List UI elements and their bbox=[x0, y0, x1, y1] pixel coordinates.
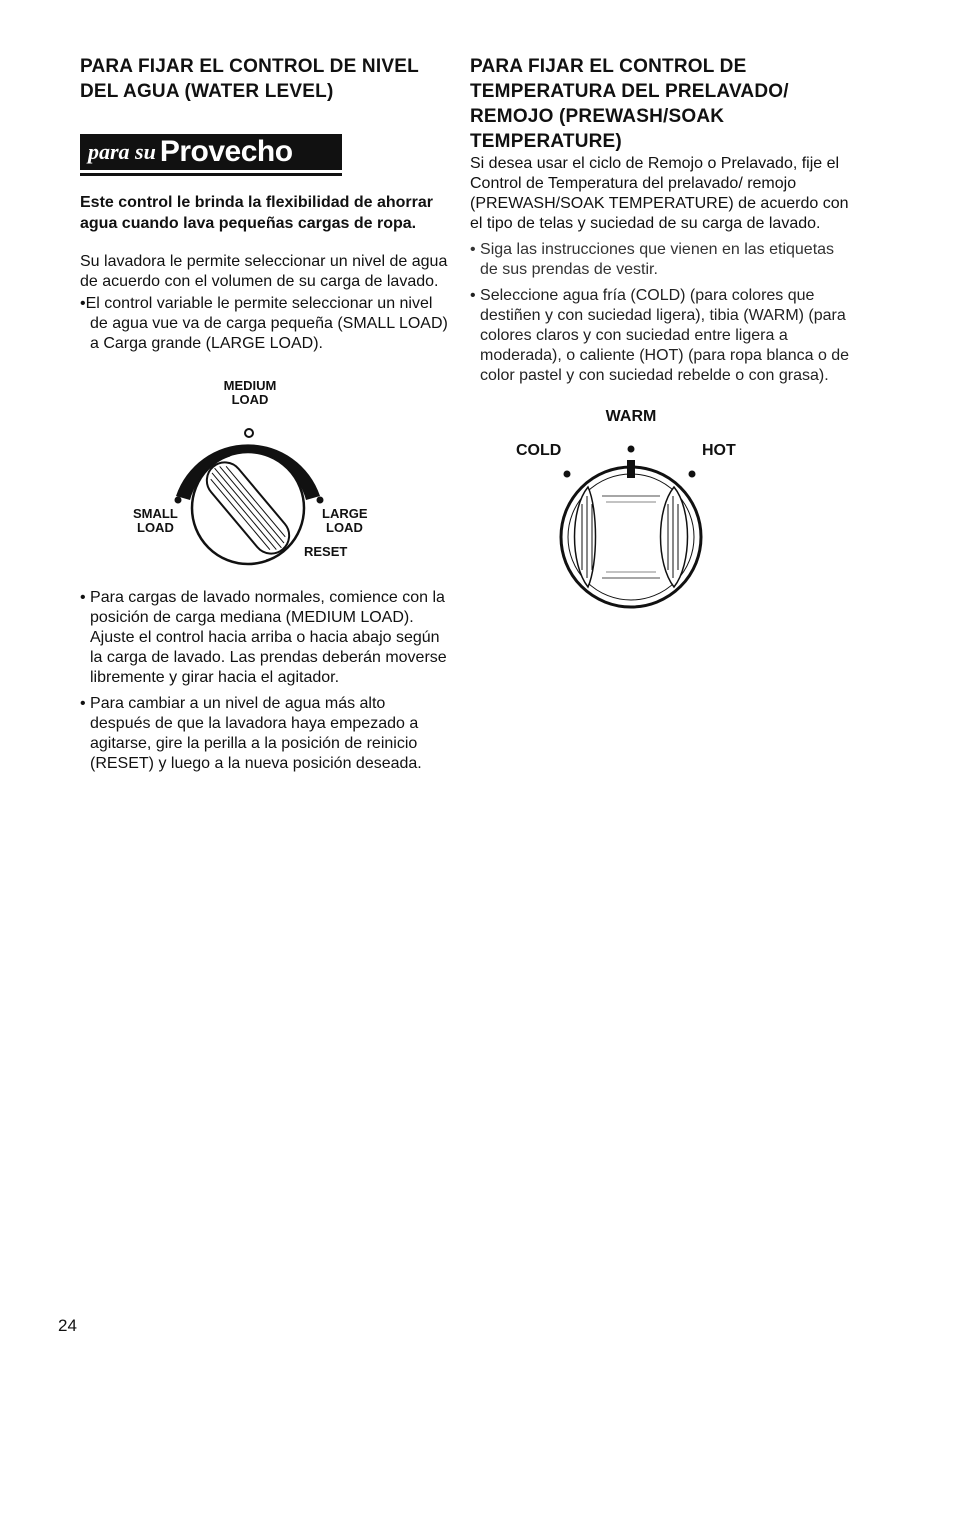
medium-load-label-line1: MEDIUM bbox=[223, 378, 277, 393]
para-su-provecho-logo bbox=[80, 134, 342, 176]
water-level-knob bbox=[192, 452, 304, 564]
cold-label: COLD bbox=[516, 442, 562, 459]
water-level-dial bbox=[80, 378, 448, 588]
medium-load-label-line2: LOAD bbox=[231, 392, 269, 407]
medium-position-dot bbox=[245, 429, 253, 437]
warm-label: WARM bbox=[605, 408, 657, 425]
prewash-temperature-heading: PARA FIJAR EL CONTROL DE TEMPERATURA DEL PRELAVADO/ REMOJO (PREWASH/SOAK TEMPERATURE) bbox=[470, 56, 789, 152]
water-level-heading: PARA FIJAR EL CONTROL DE NIVEL DEL AGUA (WATER LEVEL) bbox=[80, 56, 419, 102]
small-load-label-line1: SMALL bbox=[133, 506, 178, 521]
warm-position-dot bbox=[628, 446, 635, 453]
hot-position-dot bbox=[689, 471, 696, 478]
logo-small-text: para su bbox=[88, 139, 156, 164]
change-level-bullet: • Para cambiar a un nivel de agua más alto después de que la lavadora haya empezado a agitarse, gire la perilla a la posición de reinicio (RESET) y luego a la nueva posición deseada. bbox=[80, 695, 422, 772]
hot-label: HOT bbox=[702, 442, 736, 459]
variable-control-bullet: •El control variable le permite seleccionar un nivel de agua vue va de carga pequeña (SMALL LOAD) a Carga grande (LARGE LOAD). bbox=[80, 295, 448, 352]
water-temperature-bullet: • Seleccione agua fría (COLD) (para colores que destiñen y con suciedad ligera), tibia (WARM) (para colores claros y con suciedad entre ligera a moderada), o caliente (HOT) (para ropa blanca o de color pastel y con suciedad rebelde o con grasa). bbox=[470, 287, 850, 384]
large-load-label-line2: LOAD bbox=[326, 520, 363, 535]
logo-big-text: Provecho bbox=[159, 135, 293, 168]
cold-position-dot bbox=[564, 471, 571, 478]
small-load-label-line2: LOAD bbox=[137, 520, 174, 535]
large-load-label-line1: LARGE bbox=[322, 506, 368, 521]
logo-underline bbox=[80, 173, 342, 176]
reset-label: RESET bbox=[304, 544, 348, 559]
page-number: 24 bbox=[58, 1316, 77, 1335]
left-column bbox=[80, 54, 448, 774]
garment-labels-bullet: • Siga las instrucciones que vienen en las etiquetas de sus prendas de vestir. bbox=[470, 241, 835, 278]
right-column bbox=[470, 54, 850, 619]
savings-lead-text: Este control le brinda la flexibilidad de ahorrar agua cuando lava pequeñas cargas de ropa. bbox=[80, 194, 433, 232]
prewash-intro: Si desea usar el ciclo de Remojo o Prelavado, fije el Control de Temperatura del prelavado/ remojo (PREWASH/SOAK TEMPERATURE) de acuerdo con el tipo de telas y suciedad de su carga de lavado. bbox=[470, 155, 849, 232]
normal-load-bullet: • Para cargas de lavado normales, comience con la posición de carga mediana (MEDIUM LOAD). Ajuste el control hacia arriba o hacia abajo según la carga de lavado. Las prendas deberán moverse libremente y girar hacia el agitador. bbox=[80, 589, 447, 686]
large-position-dot bbox=[317, 497, 324, 504]
small-position-dot bbox=[175, 497, 182, 504]
temperature-dial bbox=[470, 404, 850, 619]
water-level-intro: Su lavadora le permite seleccionar un nivel de agua de acuerdo con el volumen de su carga de lavado. bbox=[80, 253, 448, 290]
temperature-knob bbox=[561, 460, 701, 607]
